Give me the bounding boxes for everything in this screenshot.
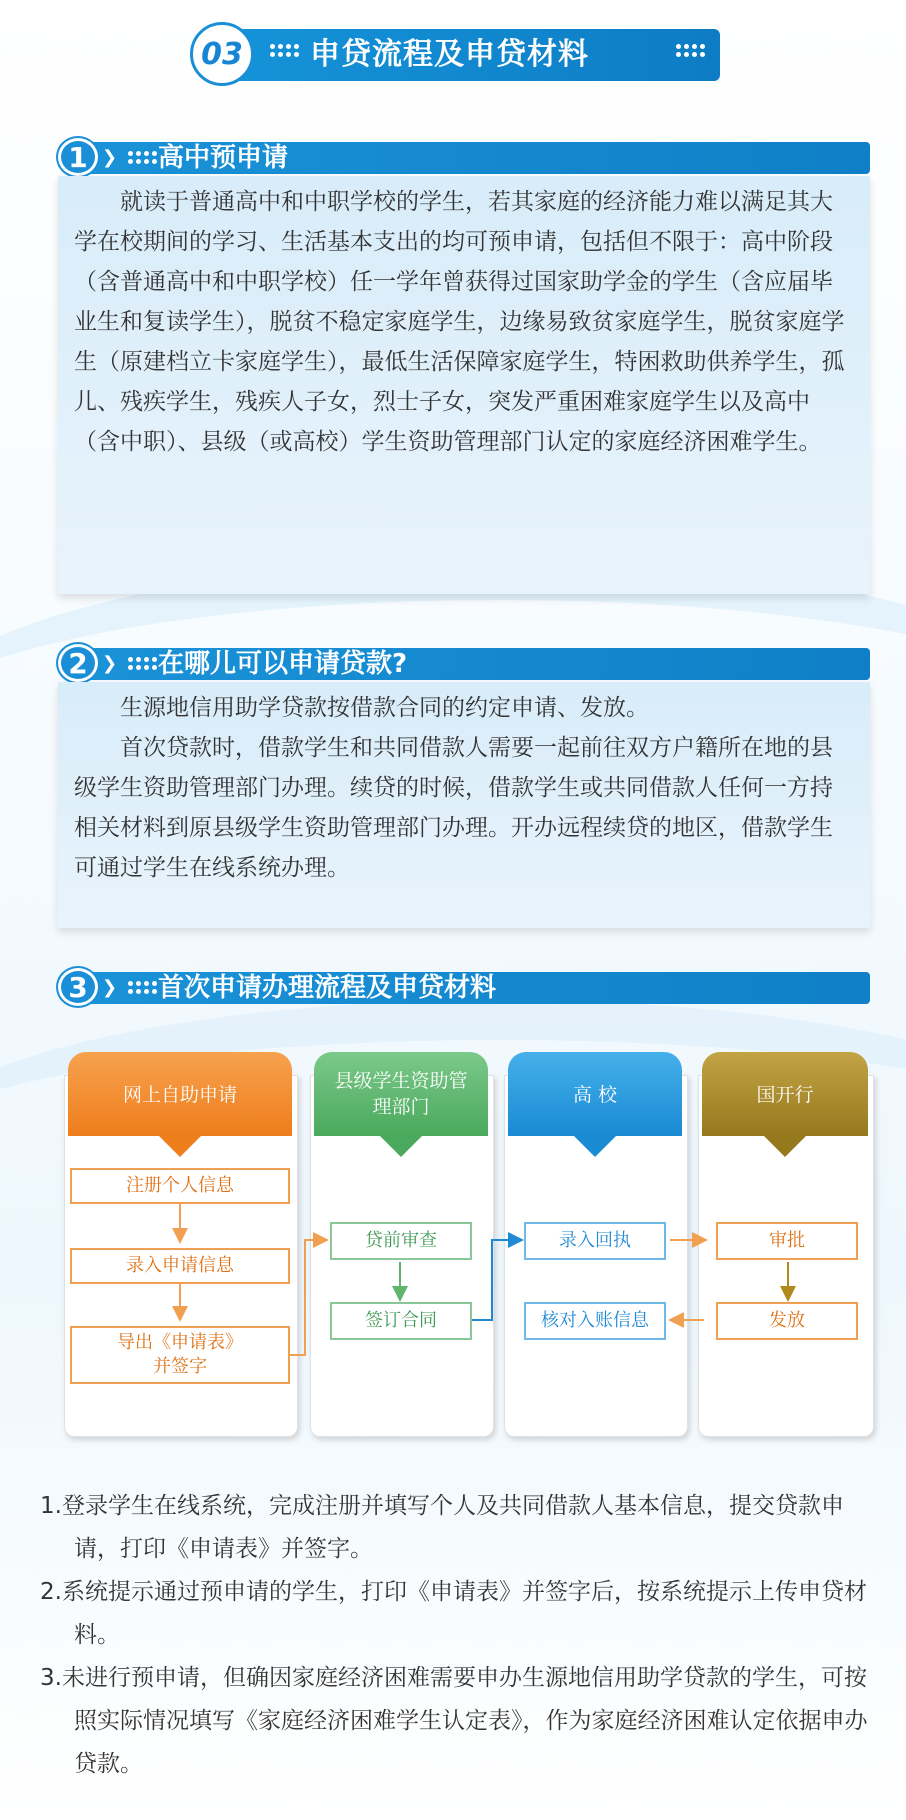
dots-icon <box>128 981 157 994</box>
flow-step: 审批 <box>716 1222 858 1260</box>
dots-icon <box>676 44 705 57</box>
section-1-panel <box>58 176 870 594</box>
paragraph: 首次贷款时，借款学生和共同借款人需要一起前往双方户籍所在地的县级学生资助管理部门办理。续贷的时候，借款学生或共同借款人任何一方持相关材料到原县级学生资助管理部门办理。开办远程续贷的地区，借款学生可通过学生在线系统办理。 <box>74 735 833 881</box>
step-list <box>40 1485 880 1786</box>
section-1-heading <box>58 138 870 176</box>
section-2-heading <box>58 644 870 682</box>
dots-icon <box>128 151 157 164</box>
flow-step: 核对入账信息 <box>524 1302 666 1340</box>
flow-step: 录入回执 <box>524 1222 666 1260</box>
paragraph: 生源地信用助学贷款按借款合同的约定申请、发放。 <box>120 695 649 721</box>
flow-column-title: 网上自助申请 <box>122 1084 237 1106</box>
section-2-panel <box>58 682 870 928</box>
step-item: 2.系统提示通过预申请的学生，打印《申请表》并签字后，按系统提示上传申贷材料。 <box>40 1579 867 1648</box>
header-number: 03 <box>190 22 254 86</box>
flow-column-title: 县级学生资助管理部门 <box>334 1070 468 1118</box>
flow-step: 录入申请信息 <box>70 1248 290 1284</box>
step-item: 3.未进行预申请，但确因家庭经济困难需要申办生源地信用助学贷款的学生，可按照实际情况填写《家庭经济困难学生认定表》，作为家庭经济困难认定依据申办贷款。 <box>40 1665 868 1777</box>
flow-column-title: 国开行 <box>756 1084 814 1106</box>
section-number: 2 <box>58 644 98 682</box>
section-number: 3 <box>58 968 98 1006</box>
chevron-right-icon: ❯ <box>102 977 118 998</box>
flow-step: 贷前审查 <box>330 1222 472 1260</box>
arrow-down-icon <box>763 1135 807 1157</box>
section-title: 在哪儿可以申请贷款? <box>158 649 408 679</box>
arrow-down-icon <box>379 1135 423 1157</box>
section-header <box>190 22 726 88</box>
section-title: 首次申请办理流程及申贷材料 <box>158 973 497 1003</box>
section-3-heading <box>58 968 870 1006</box>
flow-column-title: 高 校 <box>572 1084 618 1106</box>
flow-step: 发放 <box>716 1302 858 1340</box>
dots-icon <box>270 44 299 57</box>
flow-step: 签订合同 <box>330 1302 472 1340</box>
header-title: 申贷流程及申贷材料 <box>310 37 589 72</box>
chevron-right-icon: ❯ <box>102 653 118 674</box>
section-number: 1 <box>58 138 98 176</box>
paragraph: 就读于普通高中和中职学校的学生，若其家庭的经济能力难以满足其大学在校期间的学习、生活基本支出的均可预申请，包括但不限于：高中阶段（含普通高中和中职学校）任一学年曾获得过国家助学金的学生（含应届毕业生和复读学生），脱贫不稳定家庭学生，边缘易致贫家庭学生，脱贫家庭学生（原建档立卡家庭学生），最低生活保障家庭学生，特困救助供养学生，孤儿、残疾学生，残疾人子女，烈士子女，突发严重困难家庭学生以及高中（含中职）、县级（或高校）学生资助管理部门认定的家庭经济困难学生。 <box>74 189 845 455</box>
flow-step: 导出《申请表》并签字 <box>70 1326 290 1384</box>
arrow-down-icon <box>573 1135 617 1157</box>
step-item: 1.登录学生在线系统，完成注册并填写个人及共同借款人基本信息，提交贷款申请，打印《申请表》并签字。 <box>40 1493 844 1562</box>
chevron-right-icon: ❯ <box>102 147 118 168</box>
flow-step: 注册个人信息 <box>70 1168 290 1204</box>
arrow-down-icon <box>158 1135 202 1157</box>
dots-icon <box>128 657 157 670</box>
section-title: 高中预申请 <box>158 143 289 173</box>
